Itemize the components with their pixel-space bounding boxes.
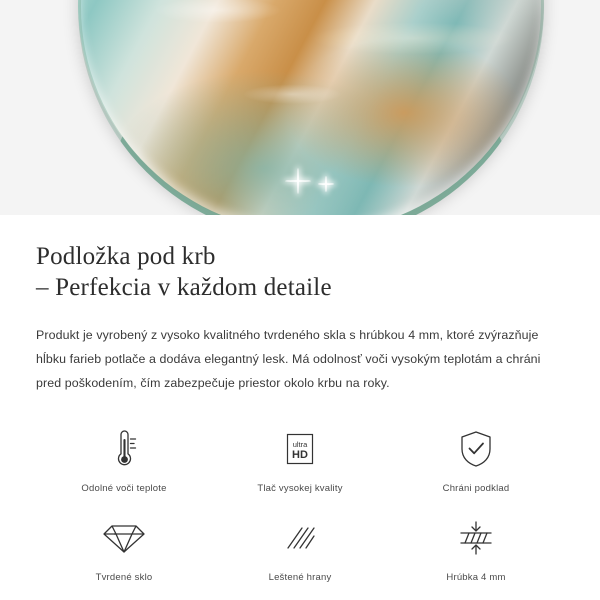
- ultra-hd-icon: [279, 427, 321, 471]
- feature-item: [212, 421, 388, 504]
- headline-line-1: Podložka pod krb: [36, 243, 216, 270]
- feature-label: Tlač vysokej kvality: [257, 483, 343, 494]
- shield-check-icon: [457, 427, 495, 471]
- feature-item: [212, 510, 388, 593]
- thickness-arrows-icon: [454, 516, 498, 560]
- page-title: [36, 241, 564, 303]
- feature-label: Leštené hrany: [268, 572, 332, 583]
- hero-image: [0, 0, 600, 215]
- glass-disc-product-image: [78, 0, 544, 215]
- feature-item: [388, 421, 564, 504]
- content-area: [0, 241, 600, 593]
- svg-text:ultra: ultra: [292, 440, 308, 449]
- feature-label: Tvrdené sklo: [95, 572, 153, 583]
- feature-item: [36, 510, 212, 593]
- feature-label: Odolné voči teplote: [81, 483, 167, 494]
- feature-label: Chráni podklad: [442, 483, 510, 494]
- feature-item: [36, 421, 212, 504]
- feature-label: Hrúbka 4 mm: [446, 572, 506, 583]
- headline-line-2: – Perfekcia v každom detaile: [36, 274, 332, 301]
- feature-item: [388, 510, 564, 593]
- thermometer-icon: [107, 427, 141, 471]
- svg-text:HD: HD: [292, 449, 308, 461]
- description-paragraph: Produkt je vyrobený z vysoko kvalitného tvrdeného skla s hrúbkou 4 mm, ktoré zvýrazňuje hĺbku farieb potlače a dodáva elegantný lesk. Má odolnosť voči vysokým teplotám a chráni pred poškodením, čím zabezpečuje priestor okolo krbu na roky.: [36, 328, 541, 390]
- polished-edges-icon: [280, 516, 320, 560]
- diamond-icon: [102, 516, 146, 560]
- feature-grid: [36, 421, 564, 593]
